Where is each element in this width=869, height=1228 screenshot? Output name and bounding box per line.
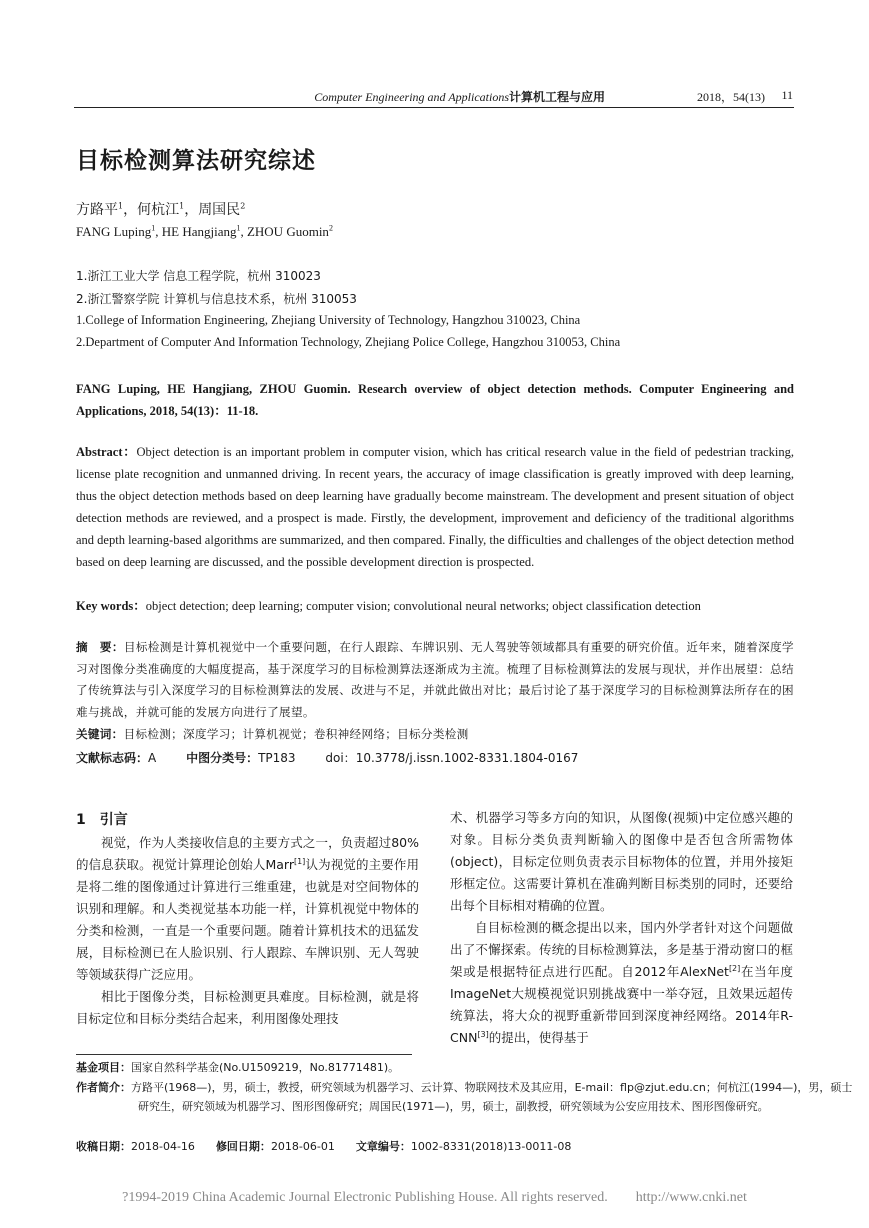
page-number: 11 [781, 88, 793, 102]
clc-code [186, 751, 296, 765]
dates-line [76, 1137, 794, 1156]
author-name: 何杭江 [137, 202, 180, 218]
author-name: 方路平 [76, 202, 118, 218]
article-no: 1002-8331(2018)13-0011-08 [410, 1140, 572, 1153]
citation: FANG Luping, HE Hangjiang, ZHOU Guomin. Research overview of object detection methods. Computer Engineering and Applications, 2018, 54(13)：11-18. [76, 382, 794, 418]
affiliation: 2.Department of Computer And Information Technology, Zhejiang Police College, Hangzhou 310053, China [76, 335, 621, 349]
reference-mark: [2] [728, 963, 741, 973]
author-sup: 2 [240, 201, 246, 211]
abstract-label: Abstract： [76, 445, 137, 459]
fund-label: 基金项目： [76, 1061, 131, 1074]
body-text: 视觉，作为人类接收信息的主要方式之一，负责超过80%的信息获取。视觉计算理论创始人Marr [76, 835, 419, 872]
running-header [74, 88, 795, 106]
author-sup: 2 [328, 223, 333, 233]
issue-date: 2018，54(13) [697, 90, 765, 104]
fund-note [76, 1058, 794, 1077]
body-paragraph [450, 917, 793, 1049]
abstract-text: Object detection is an important problem in computer vision, which has critical research value in the field of pedestrian tracking, license plate recognition and unmanned driving. In recent years, the accuracy of image classification is greatly improved with deep learning, thus the object detection methods based on deep learning have gradually become mainstream. The development and present situation of object detection methods are reviewed, and a prospect is made. Firstly, the development, improvement and deficiency of the traditional algorithms and depth learning-based algorithms are summarized, and then compared. Finally, the difficulties and challenges of the object detection method based on deep learning are discussed, and the possible development direction is prospected. [76, 445, 794, 569]
doi [325, 751, 578, 765]
header-rule [74, 107, 794, 108]
body-paragraph: 术、机器学习等多方向的知识，从图像(视频)中定位感兴趣的对象。目标分类负责判断输入的图像中是否包含所需物体(object)，目标定位则负责表示目标物体的位置，并用外接矩形框定位。这需要计算机在准确判断目标类别的同时，还要给出每个目标相对精确的位置。 [450, 810, 793, 913]
author-name: 周国民 [198, 202, 241, 218]
abstract-cn-label: 摘 要： [76, 640, 124, 654]
revised-date: 2018-06-01 [270, 1140, 335, 1153]
classification-line [76, 749, 604, 766]
article-no-label: 文章编号： [355, 1140, 411, 1153]
keywords-cn [76, 724, 794, 746]
author-sup: 1 [151, 223, 156, 233]
author-name: FANG Luping [76, 224, 152, 239]
body-column-right [450, 807, 793, 1049]
doc-code-label: 文献标志码： [76, 751, 149, 765]
bio-text: 方路平(1968—)，男，硕士，教授，研究领域为机器学习、云计算、物联网技术及其应用，E-mail：flp@zjut.edu.cn；何杭江(1994—)，男，硕士研究生，研究领域为机器学习、图形图像研究；周国民(1971—)，男，硕士，副教授，研究领域为公安应用技术、图形图像研究。 [131, 1081, 853, 1113]
affiliation: 1.浙江工业大学 信息工程学院，杭州 310023 [76, 269, 321, 283]
body-paragraph [76, 832, 419, 986]
affiliation: 1.College of Information Engineering, Zhejiang University of Technology, Hangzhou 310023, China [76, 313, 581, 327]
received-date: 2018-04-16 [131, 1140, 195, 1153]
abstract-cn [76, 637, 794, 723]
author-name: HE Hangjiang [161, 224, 237, 239]
keywords-cn-label: 关键词： [76, 727, 124, 741]
body-text: 的提出，使得基于 [488, 1030, 589, 1045]
paper-title: 目标检测算法研究综述 [76, 148, 316, 174]
body-text: 认为视觉的主要作用是将二维的图像通过计算进行三维重建，也就是对空间物体的识别和理解。和人类视觉基本功能一样，计算机视觉中物体的分类和检测，一直是一个重要问题。随着计算机技术的迅猛发展，目标检测已在人脸识别、行人跟踪、车牌识别、无人驾驶等领域获得广泛应用。 [76, 857, 419, 982]
authors-en: FANG Luping$^1$, HE Hangjiang$^1$, ZHOU Guomin$^2$ [76, 223, 333, 239]
journal-name [314, 88, 605, 105]
doc-code [76, 751, 156, 765]
keywords-label: Key words： [76, 599, 146, 613]
body-text: 在当年度ImageNet大规模视觉识别挑战赛中一举夺冠，且效果远超传统算法，将大众的视野重新带回到深度神经网络。2014年R-CNN [450, 964, 793, 1045]
journal-name-en: Computer Engineering and Applications [314, 90, 509, 104]
clc-code-value: TP183 [258, 751, 296, 765]
reference-mark: [1] [293, 856, 306, 866]
affiliation: 2.浙江警察学院 计算机与信息技术系，杭州 310053 [76, 292, 357, 306]
body-text: 自目标检测的概念提出以来，国内外学者针对这个问题做出了不懈探索。传统的目标检测算法，多是基于滑动窗口的框架或是根据特征点进行匹配。自2012年AlexNet [450, 920, 793, 979]
body-column-left [76, 808, 419, 1030]
fund-text: 国家自然科学基金(No.U1509219，No.81771481)。 [131, 1061, 400, 1074]
copyright-footer: ?1994-2019 China Academic Journal Electronic Publishing House. All rights reserved. http://www.cnki.net [122, 1190, 747, 1205]
author-sup: 1 [179, 201, 185, 211]
keywords-cn-text: 目标检测；深度学习；计算机视觉；卷积神经网络；目标分类检测 [123, 727, 469, 741]
section-heading: 1 引言 [76, 812, 128, 828]
bio-label: 作者简介： [76, 1081, 131, 1094]
keywords-en [76, 595, 794, 617]
journal-name-cn: 计算机工程与应用 [508, 90, 605, 104]
author-name: ZHOU Guomin [246, 224, 329, 239]
authors-cn: 方路平$^1$，何杭江$^1$，周国民$^2$ [76, 201, 246, 218]
abstract-en [76, 441, 794, 573]
author-bio [76, 1078, 856, 1116]
doi-label: doi： [325, 751, 356, 765]
doc-code-value: A [148, 751, 157, 765]
body-paragraph: 相比于图像分类，目标检测更具难度。目标检测，就是将目标定位和目标分类结合起来，利用图像处理技 [76, 989, 419, 1026]
author-sup: 1 [118, 201, 124, 211]
author-sup: 1 [236, 223, 241, 233]
received-label: 收稿日期： [76, 1140, 131, 1153]
reference-mark: [3] [477, 1029, 489, 1039]
clc-code-label: 中图分类号： [186, 751, 259, 765]
keywords-text: object detection; deep learning; computer vision; convolutional neural networks; object classification detection [145, 599, 701, 613]
abstract-cn-text: 目标检测是计算机视觉中一个重要问题，在行人跟踪、车牌识别、无人驾驶等领域都具有重要的研究价值。近年来，随着深度学习对图像分类准确度的大幅度提高，基于深度学习的目标检测算法逐渐成为主流。梳理了目标检测算法的发展与现状，并作出展望：总结了传统算法与引入深度学习的目标检测算法的发展、改进与不足，并就此做出对比；最后讨论了基于深度学习的目标检测算法所存在的困难与挑战，并就可能的发展方向进行了展望。 [76, 640, 794, 719]
doi-value: 10.3778/j.issn.1002-8331.1804-0167 [355, 751, 579, 765]
footnote-rule [76, 1054, 412, 1055]
revised-label: 修回日期： [215, 1140, 271, 1153]
